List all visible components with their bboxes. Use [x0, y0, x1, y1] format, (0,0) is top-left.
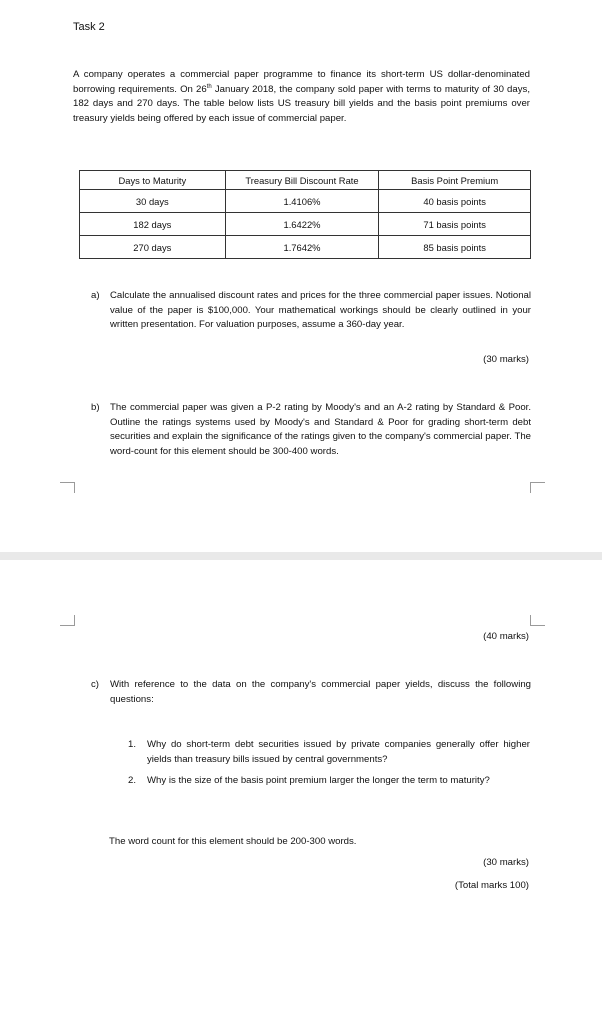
table-cell: 1.7642% [225, 236, 379, 259]
word-count-note: The word count for this element should be 200-300 words. [109, 836, 357, 847]
table-header-row [80, 171, 531, 190]
page-corner-mark [60, 615, 75, 626]
table-cell: 85 basis points [379, 236, 531, 259]
question-c-marks: (30 marks) [483, 857, 529, 868]
document-page-2 [0, 560, 602, 1024]
question-c-text: With reference to the data on the company's commercial paper yields, discuss the following questions: [110, 679, 531, 705]
list-item-number: 1. [128, 739, 137, 750]
page-separator [0, 552, 602, 560]
table-cell: 30 days [80, 190, 226, 213]
total-marks: (Total marks 100) [454, 880, 529, 891]
table-cell: 1.4106% [225, 190, 379, 213]
list-item-text: Why is the size of the basis point premium larger the longer the term to maturity? [147, 775, 490, 786]
table-cell: 40 basis points [379, 190, 531, 213]
table-cell: 270 days [80, 236, 226, 259]
header-days-to-maturity: Days to Maturity [80, 171, 226, 190]
question-c-label: c) [91, 679, 99, 690]
question-a-label: a) [91, 290, 100, 301]
list-item-text: Why do short-term debt securities issued by private companies generally offer higher yields than treasury bills issued by central governments? [147, 739, 530, 765]
question-b-text: The commercial paper was given a P-2 rating by Moody's and an A-2 rating by Standard & Poor. Outline the ratings systems used by Moody's and Standard & Poor for grading short-term debt securities and explain the significance of the ratings given to the company's commercial paper. The word-count for this element should be 300-400 words. [110, 402, 531, 457]
table-row [80, 190, 531, 213]
table-row [80, 213, 531, 236]
table-row [80, 236, 531, 259]
page-corner-mark [530, 615, 545, 626]
header-basis-point-premium: Basis Point Premium [379, 171, 531, 190]
table-cell: 182 days [80, 213, 226, 236]
task-title: Task 2 [73, 21, 105, 33]
page-corner-mark [60, 482, 75, 493]
page-corner-mark [530, 482, 545, 493]
list-item-number: 2. [128, 775, 137, 786]
header-discount-rate: Treasury Bill Discount Rate [225, 171, 379, 190]
question-b-marks: (40 marks) [483, 631, 529, 642]
treasury-data-table [79, 170, 531, 259]
question-a-text: Calculate the annualised discount rates and prices for the three commercial paper issues. Notional value of the paper is $100,000. Your mathematical workings should be clearly outlined in your written presentation. For valuation purposes, assume a 360-day year. [110, 290, 531, 331]
intro-paragraph: A company operates a commercial paper programme to finance its short-term US dollar-denominated borrowing requirements. On 26th January 2018, the company sold paper with terms to maturity of 30 days, 182 days and 270 days. The table below lists US treasury bill yields and the basis point premiums over treasury yields being offered by each issue of commercial paper. [73, 69, 530, 124]
table-cell: 71 basis points [379, 213, 531, 236]
table-cell: 1.6422% [225, 213, 379, 236]
question-a-marks: (30 marks) [483, 354, 529, 365]
question-b-label: b) [91, 402, 100, 413]
